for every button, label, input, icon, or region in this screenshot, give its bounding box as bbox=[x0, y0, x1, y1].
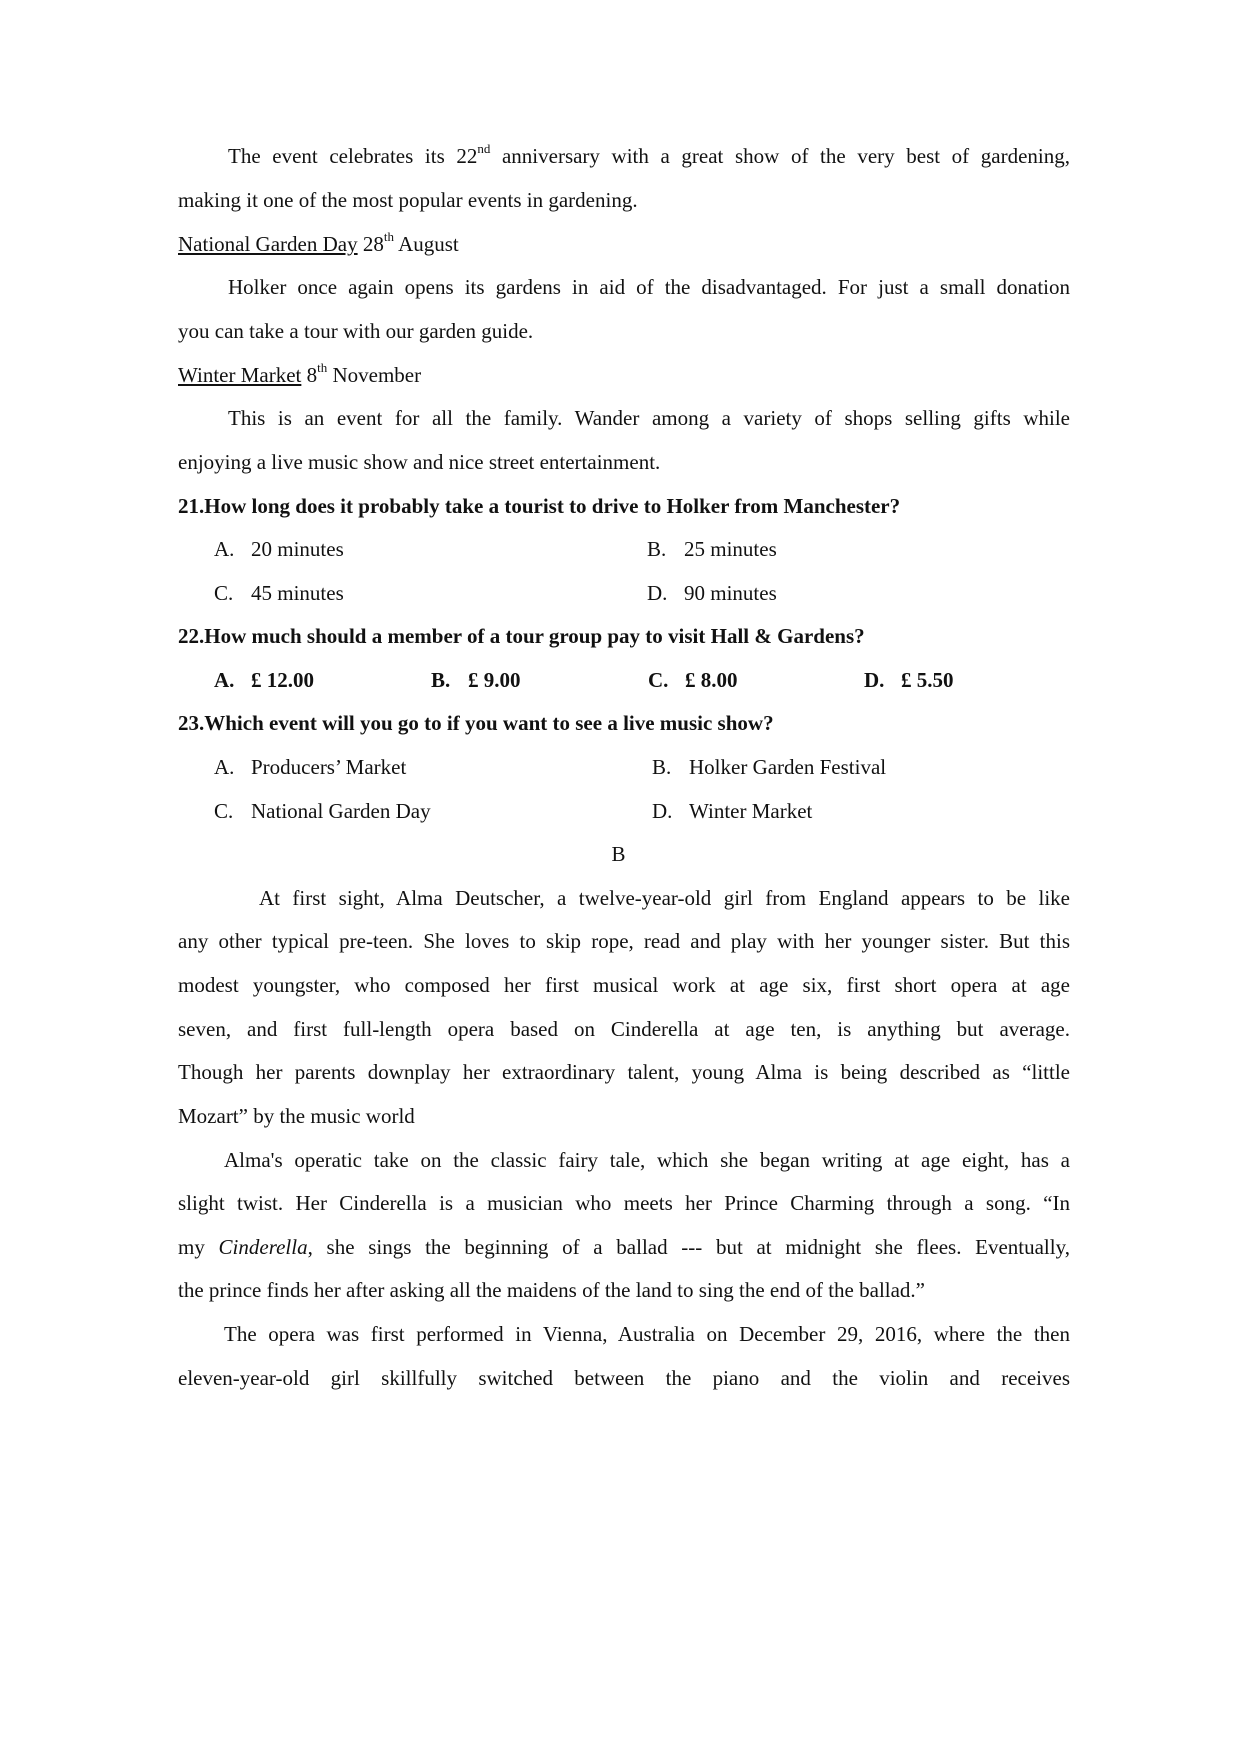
event-desc-line-2: enjoying a live music show and nice street entertainment. bbox=[178, 450, 661, 474]
passage-p2-line-1: Alma's operatic take on the classic fairy tale, which she began writing at age eight, has a bbox=[224, 1148, 1070, 1172]
passage-p1-line-1: At first sight, Alma Deutscher, a twelve-year-old girl from England appears to be like bbox=[259, 886, 1070, 910]
passage-p1-line-3: modest youngster, who composed her first musical work at age six, first short opera at age bbox=[178, 973, 1070, 997]
option-21-c bbox=[214, 579, 344, 607]
option-text: Holker Garden Festival bbox=[689, 755, 887, 779]
option-22-d bbox=[864, 666, 954, 694]
passage-text-cont: , she sings the beginning of a ballad --- but at midnight she flees. Eventually, bbox=[307, 1235, 1070, 1259]
option-text: £ 12.00 bbox=[251, 668, 314, 692]
option-21-d bbox=[647, 579, 777, 607]
option-22-b bbox=[431, 666, 521, 694]
option-text: National Garden Day bbox=[251, 799, 431, 823]
option-letter: D. bbox=[864, 668, 885, 692]
option-21-b bbox=[647, 535, 777, 563]
option-letter: C. bbox=[648, 668, 669, 692]
passage-p1-line-6: Mozart” by the music world bbox=[178, 1104, 415, 1128]
option-letter: A. bbox=[214, 537, 235, 561]
event-heading-national-garden-day bbox=[178, 230, 1070, 258]
event-name: National Garden Day bbox=[178, 232, 358, 256]
option-text: £ 9.00 bbox=[468, 668, 521, 692]
event-desc-line-1: This is an event for all the family. Wander among a variety of shops selling gifts while bbox=[228, 406, 1070, 430]
option-letter: A. bbox=[214, 755, 235, 779]
option-text: 45 minutes bbox=[251, 581, 344, 605]
option-23-c bbox=[214, 797, 431, 825]
passage-p1-line-2: any other typical pre-teen. She loves to skip rope, read and play with her younger sister. But this bbox=[178, 929, 1070, 953]
event-desc-line-1: Holker once again opens its gardens in aid of the disadvantaged. For just a small donation bbox=[228, 275, 1070, 299]
option-text: £ 5.50 bbox=[901, 668, 954, 692]
option-text: 90 minutes bbox=[684, 581, 777, 605]
option-text: 20 minutes bbox=[251, 537, 344, 561]
option-text: Winter Market bbox=[689, 799, 813, 823]
option-23-a bbox=[214, 753, 406, 781]
event-date-sup: th bbox=[383, 229, 394, 244]
passage-p1-line-4: seven, and first full-length opera based on Cinderella at age ten, is anything but average. bbox=[178, 1017, 1070, 1041]
event-desc-line-2: you can take a tour with our garden guide. bbox=[178, 319, 534, 343]
event-date-sup: th bbox=[317, 360, 328, 375]
passage-p2-line-3 bbox=[178, 1233, 1070, 1261]
event-heading-winter-market bbox=[178, 361, 1070, 389]
passage-p2-line-4: the prince finds her after asking all the maidens of the land to sing the end of the ballad.” bbox=[178, 1278, 926, 1302]
question-23: 23.Which event will you go to if you want to see a live music show? bbox=[178, 711, 774, 735]
option-text: Producers’ Market bbox=[251, 755, 407, 779]
intro-superscript: nd bbox=[477, 141, 491, 156]
question-21: 21.How long does it probably take a tourist to drive to Holker from Manchester? bbox=[178, 494, 901, 518]
intro-text-cont: anniversary with a great show of the very best of gardening, bbox=[490, 144, 1071, 168]
intro-text: The event celebrates its 22 bbox=[228, 144, 478, 168]
option-letter: C. bbox=[214, 581, 234, 605]
option-23-d bbox=[652, 797, 812, 825]
event-date-month: August bbox=[393, 232, 459, 256]
section-heading-b: B bbox=[611, 842, 626, 866]
event-date-month: November bbox=[327, 363, 422, 387]
option-22-c bbox=[648, 666, 738, 694]
option-22-a bbox=[214, 666, 314, 694]
option-letter: C. bbox=[214, 799, 234, 823]
option-21-a bbox=[214, 535, 344, 563]
option-23-b bbox=[652, 753, 886, 781]
event-date: 28 bbox=[357, 232, 384, 256]
intro-line-2: making it one of the most popular events in gardening. bbox=[178, 188, 638, 212]
passage-p1-line-5: Though her parents downplay her extraordinary talent, young Alma is being described as “little bbox=[178, 1060, 1070, 1084]
passage-p2-line-2: slight twist. Her Cinderella is a musician who meets her Prince Charming through a song. “In bbox=[178, 1191, 1070, 1215]
event-date: 8 bbox=[301, 363, 318, 387]
question-22: 22.How much should a member of a tour group pay to visit Hall & Gardens? bbox=[178, 624, 865, 648]
passage-p3-line-1: The opera was first performed in Vienna, Australia on December 29, 2016, where the then bbox=[224, 1322, 1070, 1346]
passage-italic-title: Cinderella bbox=[218, 1235, 308, 1259]
option-letter: D. bbox=[647, 581, 668, 605]
option-letter: B. bbox=[431, 668, 451, 692]
option-letter: B. bbox=[652, 755, 672, 779]
option-text: 25 minutes bbox=[684, 537, 777, 561]
option-letter: D. bbox=[652, 799, 673, 823]
passage-p3-line-2: eleven-year-old girl skillfully switched between the piano and the violin and receives bbox=[178, 1366, 1070, 1390]
option-letter: A. bbox=[214, 668, 235, 692]
passage-text: my bbox=[178, 1235, 219, 1259]
intro-line-1 bbox=[228, 142, 1070, 170]
option-letter: B. bbox=[647, 537, 667, 561]
event-name: Winter Market bbox=[178, 363, 302, 387]
option-text: £ 8.00 bbox=[685, 668, 738, 692]
